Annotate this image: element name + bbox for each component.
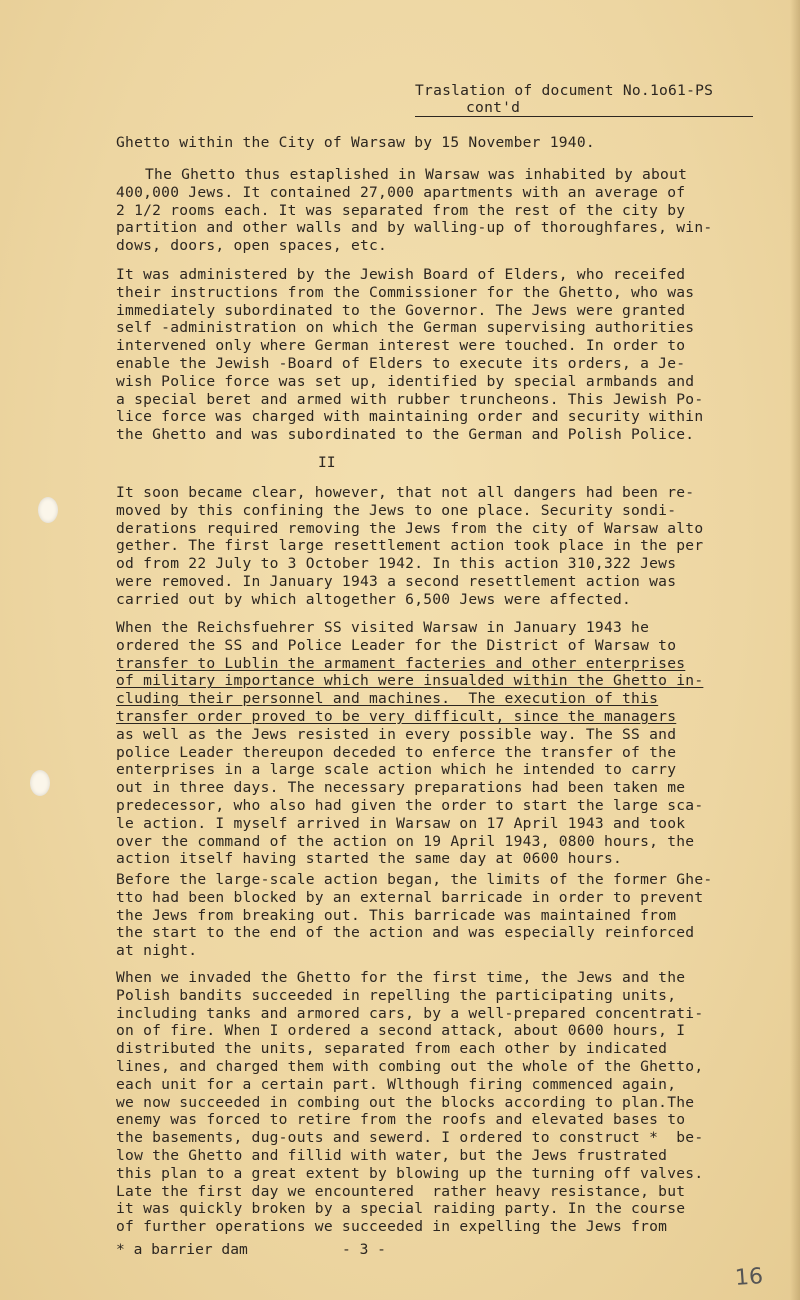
- text-line: derations required removing the Jews from the city of Warsaw alto: [116, 519, 704, 537]
- text-line: at night.: [116, 942, 198, 960]
- text-line: wish Police force was set up, identified by special armbands and: [116, 372, 695, 390]
- text-line: intervened only where German interest were touched. In order to: [116, 337, 686, 355]
- text-line: dows, doors, open spaces, etc.: [116, 237, 388, 255]
- text-line: lines, and charged them with combing out the whole of the Ghetto,: [116, 1058, 704, 1075]
- header-rule: [415, 116, 753, 117]
- text-line: 400,000 Jews. It contained 27,000 apartments with an average of: [116, 183, 686, 201]
- text-line: enemy was forced to retire from the roofs and elevated bases to: [116, 1111, 686, 1129]
- text-line: It was administered by the Jewish Board of Elders, who receifed: [116, 266, 686, 283]
- text-line: When we invaded the Ghetto for the first time, the Jews and the: [116, 969, 686, 986]
- text-line: Late the first day we encountered rather heavy resistance, but: [116, 1182, 686, 1200]
- text-line: of further operations we succeeded in expelling the Jews from: [116, 1218, 668, 1236]
- handwritten-margin-number: 16: [734, 1264, 764, 1291]
- text-line: transfer to Lublin the armament facteries and other enterprises: [116, 654, 686, 672]
- document-subtitle: cont'd: [466, 99, 521, 116]
- text-line: on of fire. When I ordered a second attack, about 0600 hours, I: [116, 1022, 686, 1040]
- text-line: as well as the Jews resisted in every possible way. The SS and: [116, 725, 677, 743]
- text-line: gether. The first large resettlement action took place in the per: [116, 537, 704, 555]
- text-line: we now succeeded in combing out the blocks according to plan.The: [116, 1093, 695, 1111]
- text-line: transfer order proved to be very difficult, since the managers: [116, 708, 677, 725]
- text-line: moved by this confining the Jews to one place. Security sondi-: [116, 501, 677, 519]
- text-line: this plan to a great extent by blowing up the turning off valves.: [116, 1164, 704, 1182]
- text-line: the start to the end of the action and was especially reinforced: [116, 924, 695, 942]
- text-line: enterprises in a large scale action which he intended to carry: [116, 761, 677, 779]
- text-line: 2 1/2 rooms each. It was separated from the rest of the city by: [116, 201, 686, 219]
- punch-hole-top: [38, 497, 58, 523]
- text-line: self -administration on which the German supervising authorities: [116, 319, 695, 337]
- text-line: a special beret and armed with rubber truncheons. This Jewish Po-: [116, 390, 704, 408]
- text-line: tto had been blocked by an external barricade in order to prevent: [116, 888, 704, 906]
- text-line: The Ghetto thus estaplished in Warsaw was inhabited by about: [145, 166, 688, 183]
- text-line: It soon became clear, however, that not all dangers had been re-: [116, 484, 695, 501]
- text-line: od from 22 July to 3 October 1942. In this action 310,322 Jews: [116, 555, 677, 573]
- text-line: the Jews from breaking out. This barricade was maintained from: [116, 906, 677, 924]
- text-line: were removed. In January 1943 a second resettlement action was: [116, 573, 677, 590]
- text-line: Before the large-scale action began, the limits of the former Ghe-: [116, 871, 713, 888]
- text-line: le action. I myself arrived in Warsaw on 17 April 1943 and took: [116, 814, 686, 832]
- text-line: action itself having started the same day at 0600 hours.: [116, 850, 623, 868]
- text-line: Ghetto within the City of Warsaw by 15 November 1940.: [116, 134, 595, 151]
- text-line: carried out by which altogether 6,500 Jews were affected.: [116, 590, 632, 608]
- text-line: predecessor, who also had given the order to start the large sca-: [116, 797, 704, 814]
- page-edge-shadow: [790, 0, 800, 1300]
- text-line: including tanks and armored cars, by a well-prepared concentrati-: [116, 1004, 704, 1022]
- text-line: ordered the SS and Police Leader for the District of Warsaw to: [116, 636, 677, 654]
- text-line: distributed the units, separated from each other by indicated: [116, 1040, 668, 1058]
- text-line: out in three days. The necessary preparations had been taken me: [116, 779, 686, 797]
- text-line: over the command of the action on 19 April 1943, 0800 hours, the: [116, 832, 695, 850]
- page-number: - 3 -: [342, 1241, 386, 1258]
- text-line: the basements, dug-outs and sewerd. I ordered to construct * be-: [116, 1129, 704, 1147]
- punch-hole-bottom: [30, 770, 50, 796]
- text-line: Polish bandits succeeded in repelling the participating units,: [116, 986, 677, 1004]
- text-line: police Leader thereupon deceded to enferce the transfer of the: [116, 743, 677, 761]
- text-line: the Ghetto and was subordinated to the German and Polish Police.: [116, 426, 695, 444]
- section-heading: II: [318, 454, 336, 471]
- footnote: * a barrier dam: [116, 1241, 248, 1258]
- text-line: cluding their personnel and machines. The execution of this: [116, 690, 659, 708]
- text-line: of military importance which were insualded within the Ghetto in-: [116, 672, 704, 690]
- text-line: partition and other walls and by walling-up of thoroughfares, win-: [116, 219, 713, 237]
- text-line: it was quickly broken by a special raiding party. In the course: [116, 1200, 686, 1218]
- text-line: their instructions from the Commissioner for the Ghetto, who was: [116, 283, 695, 301]
- text-line: enable the Jewish -Board of Elders to execute its orders, a Je-: [116, 355, 686, 372]
- text-line: each unit for a certain part. Wlthough firing commenced again,: [116, 1075, 677, 1093]
- document-title: Traslation of document No.1o61-PS: [415, 82, 714, 99]
- text-line: immediately subordinated to the Governor. The Jews were granted: [116, 301, 686, 319]
- text-line: lice force was charged with maintaining order and security within: [116, 408, 704, 426]
- text-line: When the Reichsfuehrer SS visited Warsaw in January 1943 he: [116, 619, 650, 636]
- text-line: low the Ghetto and fillid with water, but the Jews frustrated: [116, 1147, 668, 1164]
